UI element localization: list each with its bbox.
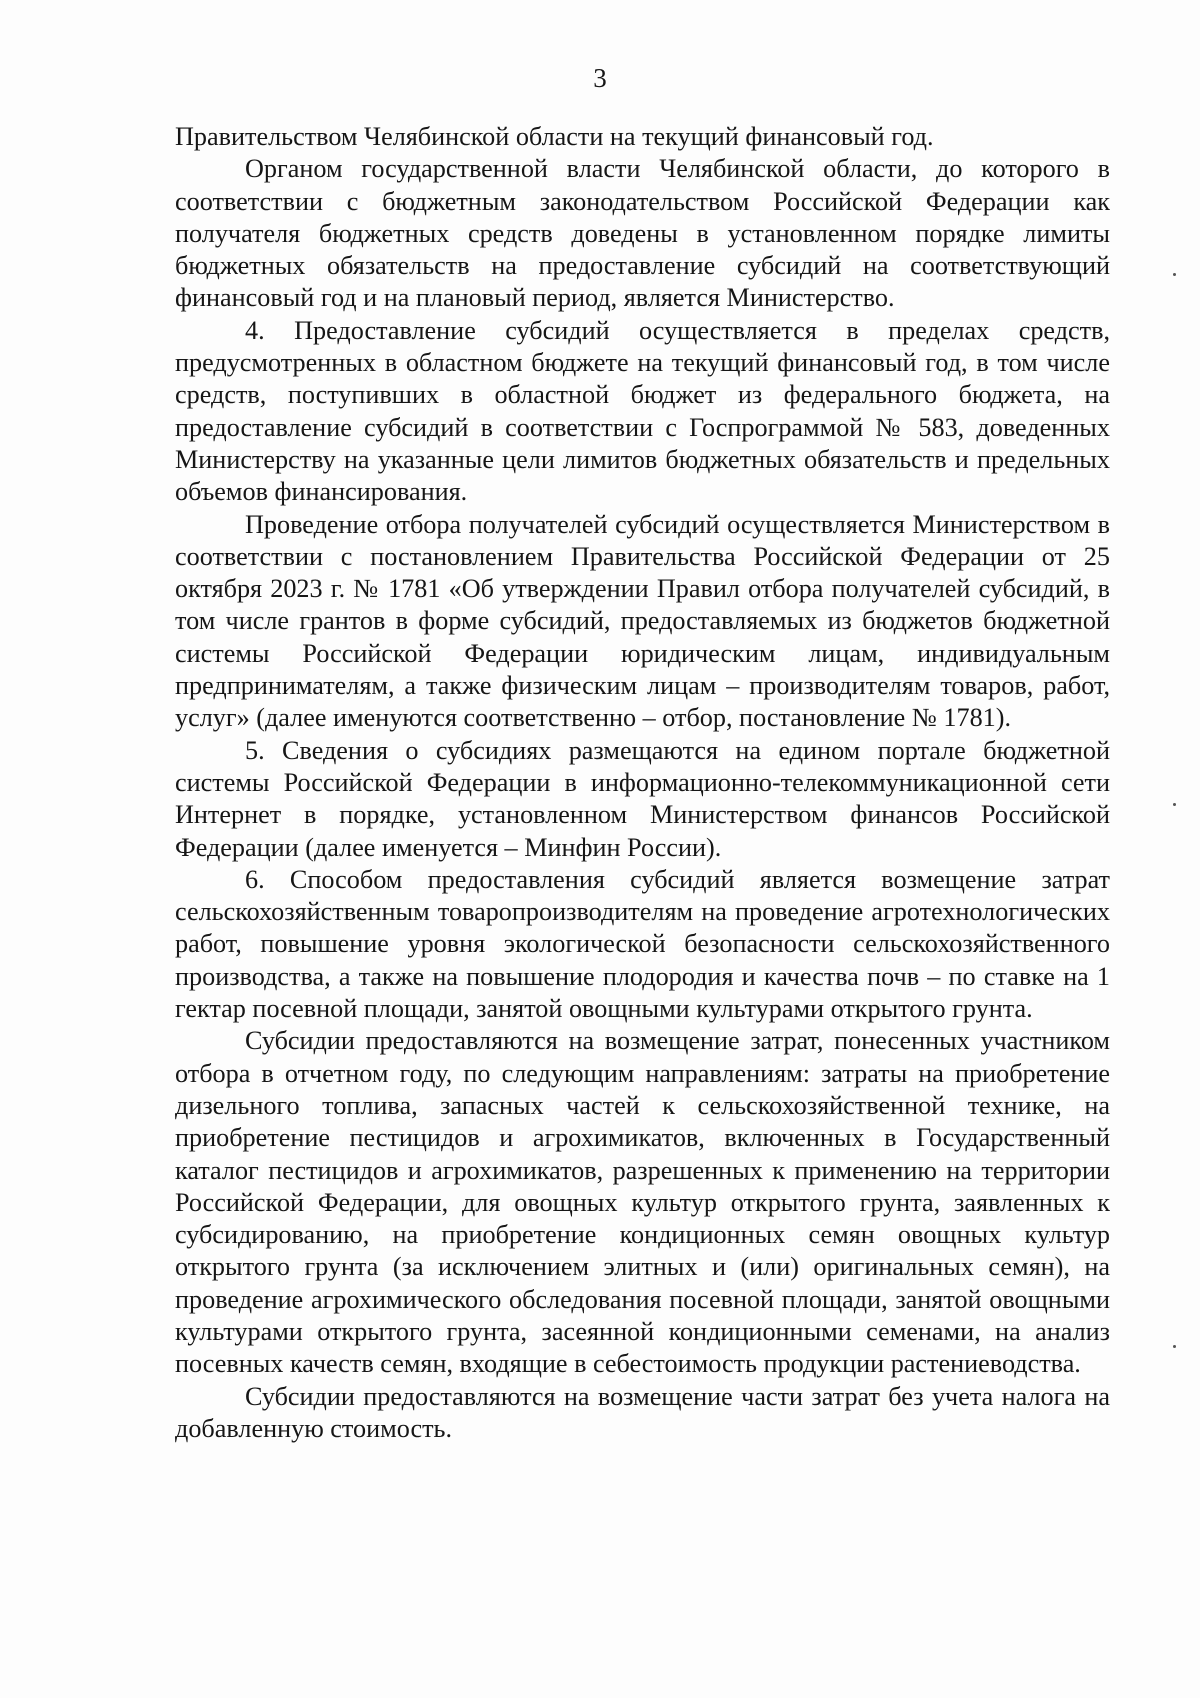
paragraph-continuation: Правительством Челябинской области на текущий финансовый год. xyxy=(175,122,934,151)
paragraph-item-6: 6. Способом предоставления субсидий является возмещение затрат сельскохозяйственным товаропроизводителям на проведение агротехнологических работ, повышение уровня экологической безопасности сельскохозяйственного производства, а также на повышение плодородия и качества почв – по ставке на 1 гектар посевной площади, занятой овощными культурами открытого грунта. xyxy=(175,864,1110,1024)
paragraph-authority: Органом государственной власти Челябинской области, до которого в соответствии с бюджетным законодательством Российской Федерации как получателя бюджетных средств доведены в установленном порядке лимиты бюджетных обязательств на предоставление субсидий на соответствующий финансовый год и на плановый период, является Министерство. xyxy=(175,154,1110,313)
paragraph-item-5: 5. Сведения о субсидиях размещаются на едином портале бюджетной системы Российской Федерации в информационно-телекоммуникационной сети Интернет в порядке, установленном Министерством финансов Российской Федерации (далее именуется – Минфин России). xyxy=(175,735,1110,862)
scan-speck xyxy=(1173,803,1176,806)
scan-speck xyxy=(1173,273,1176,276)
page-number: 3 xyxy=(593,63,607,93)
paragraph-vat: Субсидии предоставляются на возмещение части затрат без учета налога на добавленную стоимость. xyxy=(175,1381,1110,1443)
paragraph-item-4: 4. Предоставление субсидий осуществляется в пределах средств, предусмотренных в областном бюджете на текущий финансовый год, в том числе средств, поступивших в областной бюджет из федерального бюджета, на предоставление субсидий в соответствии с Госпрограммой № 583, доведенных Министерству на указанные цели лимитов бюджетных обязательств и предельных объемов финансирования. xyxy=(175,315,1110,507)
paragraph-directions: Субсидии предоставляются на возмещение затрат, понесенных участником отбора в отчетном году, по следующим направлениям: затраты на приобретение дизельного топлива, запасных частей к сельскохозяйственной технике, на приобретение пестицидов и агрохимикатов, включенных в Государственный каталог пестицидов и агрохимикатов, разрешенных к применению на территории Российской Федерации, для овощных культур открытого грунта, заявленных к субсидированию, на приобретение кондиционных семян овощных культур открытого грунта (за исключением элитных и (или) оригинальных семян), на проведение агрохимического обследования посевной площади, занятой овощными культурами открытого грунта, засеянной кондиционными семенами, на анализ посевных качеств семян, входящие в себестоимость продукции растениеводства. xyxy=(175,1026,1110,1379)
paragraph-selection: Проведение отбора получателей субсидий осуществляется Министерством в соответствии с постановлением Правительства Российской Федерации от 25 октября 2023 г. № 1781 «Об утверждении Правил отбора получателей субсидий, в том числе грантов в форме субсидий, предоставляемых из бюджетов бюджетной системы Российской Федерации юридическим лицам, индивидуальным предпринимателям, а также физическим лицам – производителям товаров, работ, услуг» (далее именуются соответственно – отбор, постановление № 1781). xyxy=(175,509,1110,733)
document-body xyxy=(175,121,1110,1445)
scan-speck xyxy=(1173,1345,1176,1348)
